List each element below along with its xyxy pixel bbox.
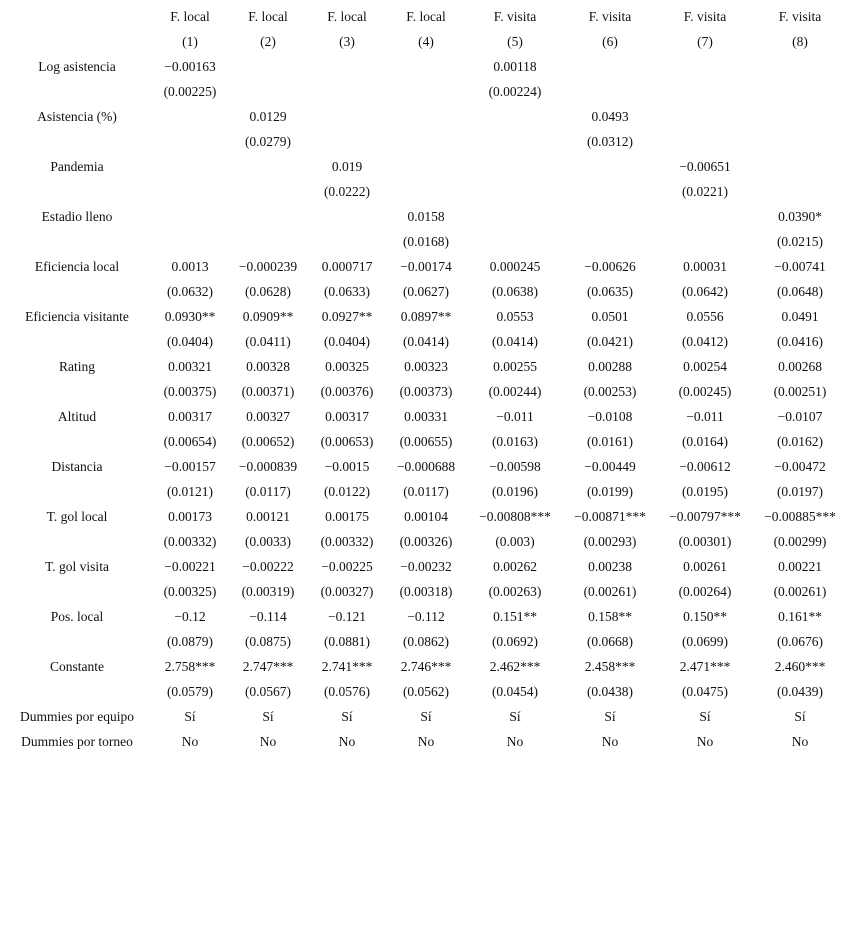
standard-error: (0.0414): [402, 334, 450, 349]
coefficient: 0.0390*: [778, 209, 822, 224]
standard-error: (0.0117): [403, 484, 449, 499]
row-label: Eficiencia visitante: [25, 309, 129, 324]
coefficient: −0.000688: [396, 459, 456, 474]
row-label: Log asistencia: [38, 59, 116, 74]
coefficient: 2.460***: [774, 659, 826, 674]
standard-error: (0.0562): [402, 684, 450, 699]
footer-row-label: Dummies por torneo: [21, 734, 133, 749]
column-header-number: (5): [507, 34, 523, 49]
standard-error: (0.0161): [586, 434, 634, 449]
coefficient: 2.746***: [400, 659, 452, 674]
column-header-dependent: F. local: [406, 9, 446, 24]
footer-value: Sí: [262, 709, 274, 724]
coefficient: 0.0909**: [242, 309, 294, 324]
standard-error: (0.00373): [399, 384, 453, 399]
standard-error: (0.00244): [488, 384, 542, 399]
coefficient: −0.00221: [164, 559, 216, 574]
column-header-number: (2): [260, 34, 276, 49]
standard-error: (0.00261): [583, 584, 637, 599]
coefficient: 0.0927**: [321, 309, 373, 324]
standard-error: (0.00652): [241, 434, 295, 449]
coefficient: 0.0556: [686, 309, 724, 324]
coefficient: 2.741***: [321, 659, 373, 674]
standard-error: (0.0416): [776, 334, 824, 349]
standard-error: (0.0312): [586, 134, 634, 149]
coefficient: −0.00808***: [479, 509, 551, 524]
standard-error: (0.0196): [491, 484, 539, 499]
standard-error: (0.0628): [244, 284, 292, 299]
column-header-number: (1): [182, 34, 198, 49]
footer-value: No: [696, 734, 714, 749]
coefficient: −0.114: [249, 609, 287, 624]
coefficient: 0.000245: [489, 259, 541, 274]
coefficient: 0.00254: [683, 359, 727, 374]
coefficient: 0.00255: [493, 359, 537, 374]
column-header-number: (3): [339, 34, 355, 49]
coefficient: 0.00175: [325, 509, 369, 524]
standard-error: (0.0222): [323, 184, 371, 199]
standard-error: (0.0648): [776, 284, 824, 299]
coefficient: −0.00612: [679, 459, 731, 474]
footer-value: No: [506, 734, 524, 749]
coefficient: 0.00317: [325, 409, 369, 424]
column-header-dependent: F. local: [248, 9, 288, 24]
standard-error: (0.00293): [583, 534, 637, 549]
standard-error: (0.0412): [681, 334, 729, 349]
coefficient: −0.011: [496, 409, 534, 424]
coefficient: 0.0491: [781, 309, 819, 324]
row-label: T. gol visita: [45, 559, 109, 574]
standard-error: (0.0162): [776, 434, 824, 449]
coefficient: 0.00328: [246, 359, 290, 374]
standard-error: (0.00375): [163, 384, 217, 399]
standard-error: (0.0121): [166, 484, 214, 499]
coefficient: 0.00317: [168, 409, 212, 424]
standard-error: (0.0411): [245, 334, 291, 349]
coefficient: −0.121: [328, 609, 366, 624]
coefficient: 0.150**: [683, 609, 727, 624]
row-label: Estadio lleno: [41, 209, 113, 224]
coefficient: 0.000717: [321, 259, 373, 274]
footer-value: Sí: [420, 709, 432, 724]
coefficient: −0.00885***: [764, 509, 836, 524]
standard-error: (0.0117): [245, 484, 291, 499]
coefficient: 0.00238: [588, 559, 632, 574]
coefficient: −0.00651: [679, 159, 731, 174]
coefficient: 0.0493: [591, 109, 629, 124]
standard-error: (0.0627): [402, 284, 450, 299]
standard-error: (0.00225): [163, 84, 217, 99]
coefficient: 0.0930**: [164, 309, 216, 324]
coefficient: −0.00225: [321, 559, 373, 574]
standard-error: (0.00326): [399, 534, 453, 549]
column-header-dependent: F. local: [327, 9, 367, 24]
column-header-number: (8): [792, 34, 808, 49]
standard-error: (0.0692): [491, 634, 539, 649]
coefficient: 0.00221: [778, 559, 822, 574]
footer-value: Sí: [341, 709, 353, 724]
row-label: T. gol local: [46, 509, 108, 524]
coefficient: 0.019: [331, 159, 363, 174]
standard-error: (0.00253): [583, 384, 637, 399]
standard-error: (0.0576): [323, 684, 371, 699]
standard-error: (0.0122): [323, 484, 371, 499]
coefficient: −0.00626: [584, 259, 636, 274]
coefficient: 2.758***: [164, 659, 216, 674]
coefficient: −0.00232: [400, 559, 452, 574]
standard-error: (0.0881): [323, 634, 371, 649]
column-header-number: (4): [418, 34, 434, 49]
standard-error: (0.00371): [241, 384, 295, 399]
coefficient: 0.00331: [404, 409, 448, 424]
coefficient: −0.00174: [400, 259, 452, 274]
coefficient: 0.00268: [778, 359, 822, 374]
standard-error: (0.0438): [586, 684, 634, 699]
standard-error: (0.00319): [241, 584, 295, 599]
column-header-dependent: F. visita: [588, 9, 632, 24]
standard-error: (0.0421): [586, 334, 634, 349]
standard-error: (0.003): [495, 534, 535, 549]
standard-error: (0.0163): [491, 434, 539, 449]
standard-error: (0.0439): [776, 684, 824, 699]
row-label: Distancia: [51, 459, 103, 474]
standard-error: (0.00261): [773, 584, 827, 599]
row-label: Asistencia (%): [37, 109, 117, 124]
standard-error: (0.00263): [488, 584, 542, 599]
footer-value: Sí: [699, 709, 711, 724]
coefficient: −0.00472: [774, 459, 826, 474]
coefficient: −0.00449: [584, 459, 636, 474]
standard-error: (0.0567): [244, 684, 292, 699]
footer-value: Sí: [184, 709, 196, 724]
row-label: Pandemia: [50, 159, 104, 174]
standard-error: (0.0475): [681, 684, 729, 699]
standard-error: (0.0414): [491, 334, 539, 349]
row-label: Constante: [50, 659, 104, 674]
coefficient: 0.00173: [168, 509, 212, 524]
standard-error: (0.0033): [244, 534, 292, 549]
row-label: Pos. local: [50, 609, 104, 624]
standard-error: (0.00654): [163, 434, 217, 449]
standard-error: (0.00376): [320, 384, 374, 399]
column-header-dependent: F. visita: [683, 9, 727, 24]
standard-error: (0.0668): [586, 634, 634, 649]
row-label: Altitud: [57, 409, 97, 424]
standard-error: (0.00325): [163, 584, 217, 599]
coefficient: −0.00598: [489, 459, 541, 474]
standard-error: (0.0199): [586, 484, 634, 499]
standard-error: (0.0168): [402, 234, 450, 249]
coefficient: −0.12: [174, 609, 206, 624]
footer-row-label: Dummies por equipo: [20, 709, 134, 724]
coefficient: 0.0553: [496, 309, 534, 324]
standard-error: (0.0875): [244, 634, 292, 649]
column-header-dependent: F. visita: [778, 9, 822, 24]
standard-error: (0.0879): [166, 634, 214, 649]
standard-error: (0.00332): [163, 534, 217, 549]
footer-value: No: [417, 734, 435, 749]
column-header-dependent: F. local: [170, 9, 210, 24]
row-label: Rating: [59, 359, 95, 374]
footer-value: No: [181, 734, 199, 749]
coefficient: 0.00121: [246, 509, 290, 524]
footer-value: Sí: [604, 709, 616, 724]
standard-error: (0.0454): [491, 684, 539, 699]
standard-error: (0.0279): [244, 134, 292, 149]
standard-error: (0.0642): [681, 284, 729, 299]
coefficient: −0.00157: [164, 459, 216, 474]
coefficient: 0.0158: [407, 209, 445, 224]
standard-error: (0.00301): [678, 534, 732, 549]
coefficient: 0.00288: [588, 359, 632, 374]
standard-error: (0.0221): [681, 184, 729, 199]
column-header-number: (6): [602, 34, 618, 49]
standard-error: (0.00655): [399, 434, 453, 449]
standard-error: (0.00318): [399, 584, 453, 599]
standard-error: (0.00224): [488, 84, 542, 99]
footer-value: No: [338, 734, 356, 749]
standard-error: (0.00251): [773, 384, 827, 399]
coefficient: −0.00741: [774, 259, 826, 274]
coefficient: −0.00222: [242, 559, 294, 574]
coefficient: 0.00262: [493, 559, 537, 574]
coefficient: −0.112: [407, 609, 445, 624]
coefficient: 0.0897**: [400, 309, 452, 324]
coefficient: 2.747***: [242, 659, 294, 674]
standard-error: (0.0404): [323, 334, 371, 349]
coefficient: −0.0107: [777, 409, 823, 424]
footer-value: Sí: [794, 709, 806, 724]
standard-error: (0.0638): [491, 284, 539, 299]
coefficient: 0.00327: [246, 409, 290, 424]
standard-error: (0.00332): [320, 534, 374, 549]
coefficient: −0.0108: [587, 409, 633, 424]
row-label: Eficiencia local: [34, 259, 120, 274]
footer-value: No: [791, 734, 809, 749]
footer-value: Sí: [509, 709, 521, 724]
standard-error: (0.00653): [320, 434, 374, 449]
standard-error: (0.0215): [776, 234, 824, 249]
coefficient: 0.00261: [683, 559, 727, 574]
column-header-dependent: F. visita: [493, 9, 537, 24]
coefficient: 2.471***: [679, 659, 731, 674]
coefficient: −0.000239: [238, 259, 298, 274]
coefficient: 0.00325: [325, 359, 369, 374]
standard-error: (0.00299): [773, 534, 827, 549]
footer-value: No: [601, 734, 619, 749]
coefficient: −0.00163: [164, 59, 216, 74]
standard-error: (0.0164): [681, 434, 729, 449]
standard-error: (0.0579): [166, 684, 214, 699]
coefficient: 0.00104: [404, 509, 448, 524]
coefficient: −0.0015: [324, 459, 370, 474]
coefficient: −0.00871***: [574, 509, 646, 524]
standard-error: (0.0676): [776, 634, 824, 649]
standard-error: (0.0404): [166, 334, 214, 349]
coefficient: −0.000839: [238, 459, 298, 474]
standard-error: (0.0195): [681, 484, 729, 499]
standard-error: (0.0197): [776, 484, 824, 499]
coefficient: 0.161**: [778, 609, 822, 624]
coefficient: 0.00118: [493, 59, 537, 74]
coefficient: −0.011: [686, 409, 724, 424]
footer-value: No: [259, 734, 277, 749]
coefficient: 0.00321: [168, 359, 212, 374]
standard-error: (0.00245): [678, 384, 732, 399]
coefficient: 0.0501: [591, 309, 629, 324]
coefficient: 0.0013: [171, 259, 209, 274]
standard-error: (0.0862): [402, 634, 450, 649]
coefficient: −0.00797***: [669, 509, 741, 524]
standard-error: (0.00327): [320, 584, 374, 599]
coefficient: 2.462***: [489, 659, 541, 674]
coefficient: 0.00031: [683, 259, 727, 274]
coefficient: 0.158**: [588, 609, 632, 624]
coefficient: 0.151**: [493, 609, 537, 624]
standard-error: (0.0632): [166, 284, 214, 299]
column-header-number: (7): [697, 34, 713, 49]
coefficient: 2.458***: [584, 659, 636, 674]
standard-error: (0.0633): [323, 284, 371, 299]
standard-error: (0.0699): [681, 634, 729, 649]
standard-error: (0.0635): [586, 284, 634, 299]
coefficient: 0.00323: [404, 359, 448, 374]
coefficient: 0.0129: [249, 109, 287, 124]
standard-error: (0.00264): [678, 584, 732, 599]
